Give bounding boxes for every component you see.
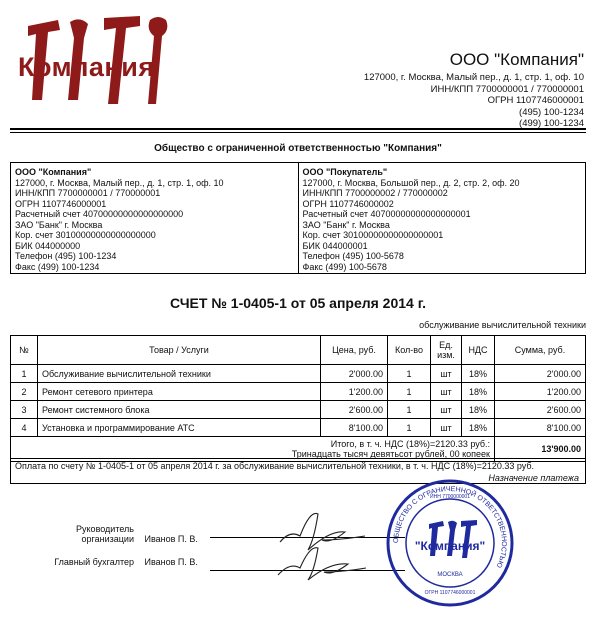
cell: 1 [388, 401, 431, 419]
items-table [10, 335, 586, 462]
cell: 1 [11, 365, 38, 383]
header-address: 127000, г. Москва, Малый пер., д. 1, стр. 1, оф. 10 [363, 72, 584, 83]
buyer-line: 127000, г. Москва, Большой пер., д. 2, стр. 2, оф. 20 [302, 177, 520, 188]
cell: 2'000.00 [495, 365, 586, 383]
table-row [11, 419, 586, 437]
company-full-name: Общество с ограниченной ответственностью "Компания" [154, 143, 442, 154]
cell: 1 [388, 365, 431, 383]
cell: 18% [462, 419, 495, 437]
buyer-title: ООО "Покупатель" [302, 167, 388, 177]
buyer-line: Факс (499) 100-5678 [302, 261, 387, 272]
accountant-signature-row [22, 557, 198, 567]
cell: 1 [388, 383, 431, 401]
cell: 2'000.00 [321, 365, 388, 383]
cell: 8'100.00 [495, 419, 586, 437]
buyer-line: Кор. счет 30100000000000000001 [302, 230, 444, 240]
handwritten-signature-icon [270, 500, 380, 595]
buyer-line: Расчетный счет 40700000000000000001 [302, 209, 471, 219]
cell: шт [431, 401, 462, 419]
payment-text: Оплата по счету № 1-0405-1 от 05 апреля 2014 г. за обслуживание вычислительной техники, в т. ч. НДС (18%)=2120.33 руб. [15, 461, 535, 471]
seller-line: ОГРН 1107746000001 [15, 198, 107, 209]
cell: 1 [388, 419, 431, 437]
header-company-name: ООО "Компания" [449, 50, 584, 69]
cell: 18% [462, 365, 495, 383]
accountant-name: Иванов П. В. [144, 557, 198, 567]
cell: 18% [462, 383, 495, 401]
cell: шт [431, 419, 462, 437]
table-row [11, 383, 586, 401]
col-sum: Сумма, руб. [495, 336, 586, 365]
parties-block [10, 162, 586, 274]
col-vat: НДС [462, 336, 495, 365]
seller-details [11, 163, 299, 273]
cell: 18% [462, 401, 495, 419]
cell: 4 [11, 419, 38, 437]
stamp-city: МОСКВА [437, 572, 463, 578]
header-divider-thin [10, 132, 586, 133]
cell: 8'100.00 [321, 419, 388, 437]
header-phone: (495) 100-1234 [519, 106, 584, 118]
buyer-details [299, 163, 586, 273]
cell: 1'200.00 [321, 383, 388, 401]
cell: 2'600.00 [495, 401, 586, 419]
total-label: Итого, в т. ч. НДС (18%)=2120.33 руб.: [330, 439, 490, 449]
seller-line: Телефон (495) 100-1234 [15, 251, 117, 261]
invoice-title: СЧЕТ № 1-0405-1 от 05 апреля 2014 г. [169, 295, 427, 311]
buyer-line: Телефон (495) 100-5678 [302, 251, 404, 261]
table-header-row [11, 336, 586, 365]
director-label: Руководитель организации [76, 524, 134, 544]
header-inn-kpp: ИНН/КПП 7700000001 / 770000001 [430, 83, 584, 95]
cell: шт [431, 383, 462, 401]
company-header [364, 50, 584, 130]
col-goods: Товар / Услуги [38, 336, 321, 365]
seller-line: Кор. счет 30100000000000000000 [15, 230, 156, 240]
seller-line: 127000, г. Москва, Малый пер., д. 1, стр. 1, оф. 10 [15, 177, 224, 188]
cell: 2 [11, 383, 38, 401]
logo-text: Компания [18, 52, 155, 82]
director-name: Иванов П. В. [144, 534, 198, 544]
seller-line: Факс (499) 100-1234 [15, 261, 100, 272]
cell: 2'600.00 [321, 401, 388, 419]
header-fax: (499) 100-1234 [519, 118, 584, 129]
cell: 1'200.00 [495, 383, 586, 401]
cell: Ремонт сетевого принтера [38, 383, 321, 401]
col-price: Цена, руб. [321, 336, 388, 365]
stamp-inn: ИНН 7700000001 [429, 494, 471, 500]
total-words: Тринадцать тысяч девятьсот рублей, 00 копеек [291, 449, 490, 459]
stamp-ogrn: ОГРН 1107746000001 [424, 590, 476, 596]
payment-note: Назначение платежа [488, 473, 579, 483]
table-row [11, 401, 586, 419]
seller-line: Расчетный счет 40700000000000000000 [15, 209, 184, 219]
stamp-center-text: "Компания" [414, 539, 486, 553]
invoice-subject: обслуживание вычислительной техники [419, 320, 586, 330]
cell: Установка и программирование АТС [38, 419, 321, 437]
header-ogrn: ОГРН 1107746000001 [487, 95, 584, 106]
cell: Обслуживание вычислительной техники [38, 365, 321, 383]
director-signature-row [22, 524, 198, 544]
buyer-line: БИК 044000001 [302, 240, 368, 251]
seller-line: БИК 044000000 [15, 240, 81, 251]
buyer-line: ИНН/КПП 7700000002 / 770000002 [302, 188, 448, 198]
buyer-line: ЗАО "Банк" г. Москва [302, 219, 390, 230]
col-number: № [11, 336, 38, 365]
company-logo [8, 8, 183, 108]
header-divider [10, 128, 586, 130]
col-qty: Кол-во [388, 336, 431, 365]
seller-line: ЗАО "Банк" г. Москва [15, 219, 103, 230]
buyer-line: ОГРН 1107746000002 [302, 198, 394, 209]
total-value: 13'900.00 [495, 437, 586, 462]
table-row [11, 365, 586, 383]
seller-title: ООО "Компания" [15, 167, 92, 177]
seller-line: ИНН/КПП 7700000001 / 770000001 [15, 188, 161, 198]
accountant-label: Главный бухгалтер [54, 557, 134, 567]
cell: шт [431, 365, 462, 383]
col-unit: Ед. изм. [431, 336, 462, 365]
stamp-ring-text: ОБЩЕСТВО С ОГРАНИЧЕННОЙ ОТВЕТСТВЕННОСТЬЮ [392, 485, 508, 569]
cell: Ремонт системного блока [38, 401, 321, 419]
cell: 3 [11, 401, 38, 419]
company-stamp-icon [385, 478, 515, 608]
